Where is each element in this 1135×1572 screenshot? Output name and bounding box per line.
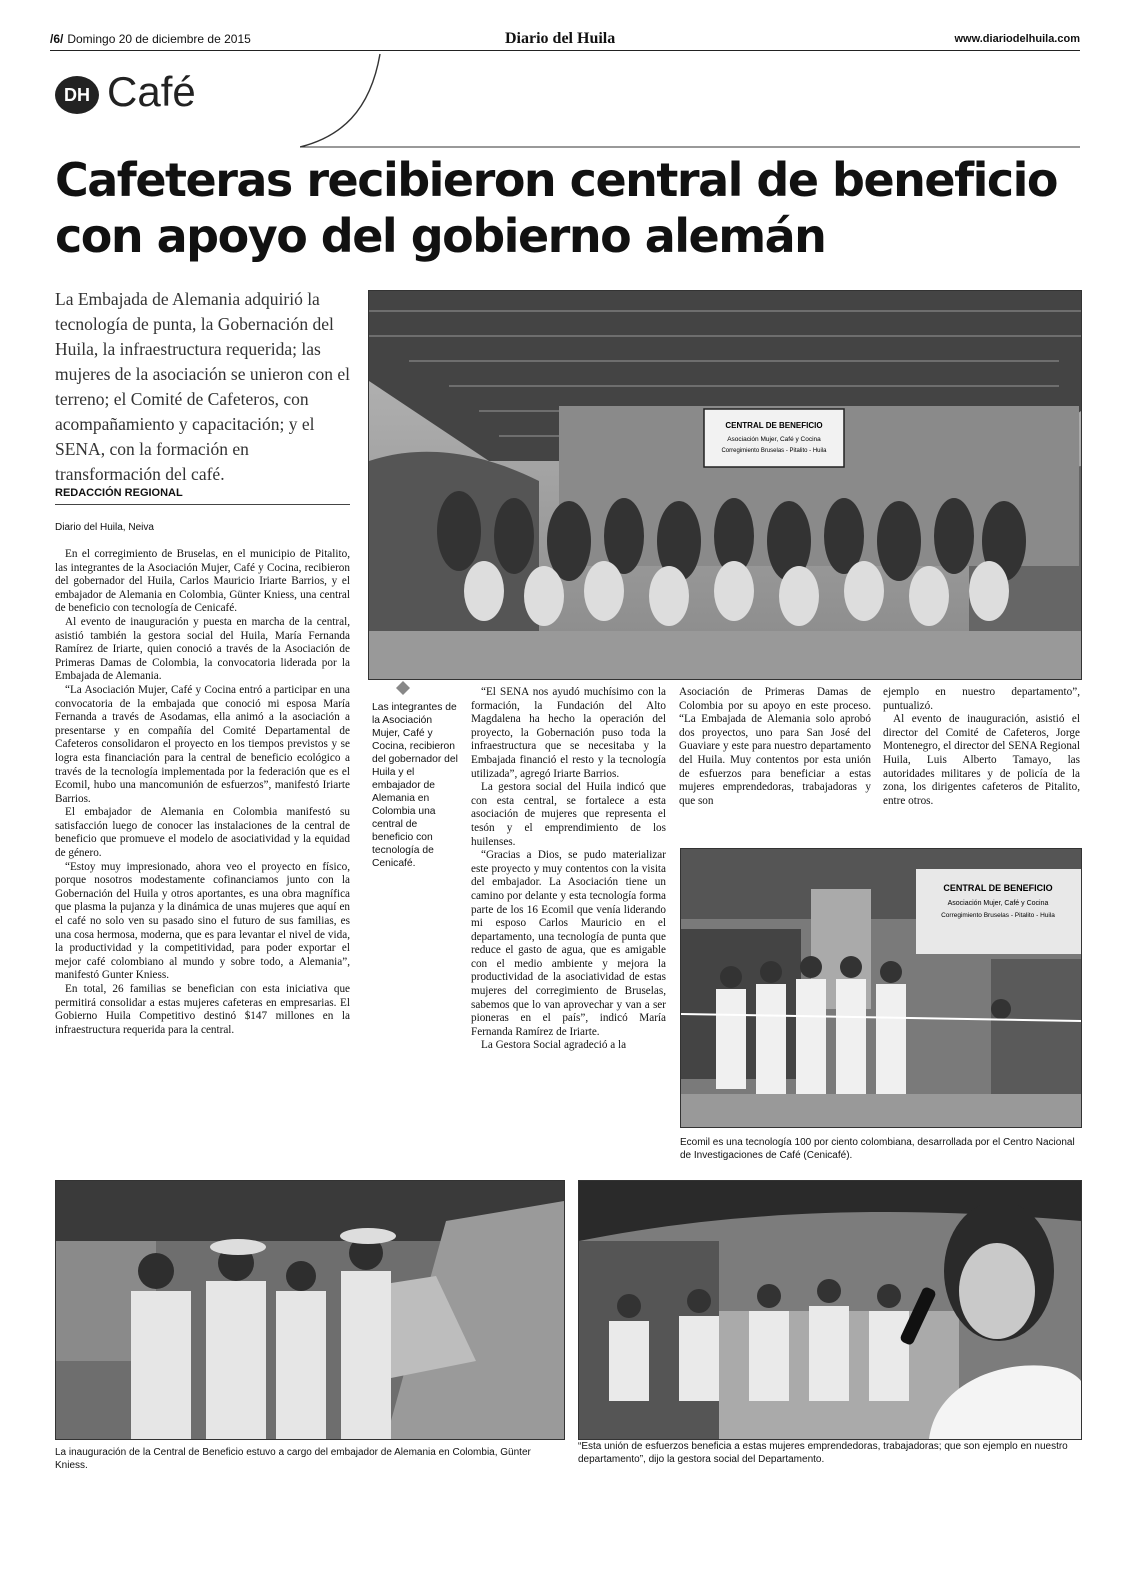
sign-title: CENTRAL DE BENEFICIO <box>725 421 823 430</box>
ecomil-photo-caption: Ecomil es una tecnología 100 por ciento colombiana, desarrollada por el Centro Nacional de Investigaciones de Café (Cenicafé). <box>680 1137 1075 1161</box>
paragraph: “Gracias a Dios, se pudo materializar este proyecto y muy contentos con la visita del embajador. La Asociación tiene un camino por delante y esta tecnología forma parte de los 16 Ecomil que venía liderando mi esposo Carlos Mauricio en el departamento, una tecnología de punta que reduce el gasto de agua, que es amigable con el medio ambiente y mejora la productividad de la asociatividad de estas mujeres del corregimiento de Bruselas, sabemos que lo van aprovechar y van a ser pioneras en el país”, indicó María Fernanda Ramírez de Iriarte. <box>471 849 666 1038</box>
dh-logo: DH <box>55 76 99 114</box>
page-number: /6/ Domingo 20 de diciembre de 2015 <box>50 32 251 46</box>
paragraph: La Gestora Social agradeció a la <box>481 1039 627 1052</box>
headline: Cafeteras recibieron central de beneficio con apoyo del gobierno alemán <box>55 153 1058 263</box>
paragraph: Al evento de inauguración y puesta en marcha de la central, asistió también la gestora social del Huila, María Fernanda Ramírez de Iriarte, quien conoció a través de la Asociación de Primeras Damas de Colombia, la convocatoria liderada por la Embajada de Alemania. <box>55 615 350 683</box>
paragraph: En el corregimiento de Bruselas, en el municipio de Pitalito, las integrantes de la Asociación Mujer, Café y Cocina, recibieron del gobernador del Huila, Carlos Mauricio Iriarte Barrios, y el embajador de Alemania en Colombia, Günter Kniess, una central de beneficio con tecnología de Cenicafé. <box>55 548 350 615</box>
ecomil-photo <box>680 848 1082 1128</box>
sign-title: CENTRAL DE BENEFICIO <box>943 883 1053 893</box>
paragraph: ejemplo en nuestro departamento”, puntualizó. <box>883 686 1080 712</box>
byline: REDACCIÓN REGIONAL <box>55 487 183 499</box>
paragraph: En total, 26 familias se benefician con esta iniciativa que permitirá consolidar a estas mujeres cafeteras en empresarias. El Gobierno Huila Competitivo destinó $147 millones en la infraestructura requerida para la central. <box>55 983 350 1036</box>
bottom-left-photo <box>55 1180 565 1440</box>
ribbon-cutting-drawing <box>681 849 1081 1127</box>
section-swoosh <box>300 52 1080 150</box>
page-header <box>50 30 1080 52</box>
header-rule <box>50 50 1080 51</box>
sign-line1: Asociación Mujer, Café y Cocina <box>727 436 821 443</box>
paragraph: “El SENA nos ayudó muchísimo con la formación, la Fundación del Alto Magdalena ha hecho la operación del proyecto, la Gobernación puso toda la infraestructura que se necesitaba y la Embajada financió el resto y la tecnología utilizada”, agregó Iriarte Barrios. <box>471 686 666 780</box>
diamond-icon <box>396 681 410 695</box>
dateline: Diario del Huila, Neiva <box>55 522 154 533</box>
sign-line2: Corregimiento Bruselas - Pitalito - Huila <box>941 912 1055 919</box>
gestora-speech-drawing <box>579 1181 1081 1439</box>
ambassador-inauguration-drawing <box>56 1181 564 1439</box>
section-name: Café <box>107 68 196 115</box>
main-photo-group <box>368 290 1082 680</box>
issue-date: Domingo 20 de diciembre de 2015 <box>67 32 251 46</box>
bottom-right-caption: “Esta unión de esfuerzos beneficia a estas mujeres emprendedoras, trabajadoras; que son ejemplo en nuestro departamento”, dijo la gestora social del Departamento. <box>578 1441 1068 1465</box>
byline-rule <box>55 504 350 505</box>
lead-paragraph: La Embajada de Alemania adquirió la tecnología de punta, la Gobernación del Huila, la infraestructura requerida; las mujeres de la asociación se unieron con el terreno; el Comité de Cafeteros, con acompañamiento y capacitación; y el SENA, con la formación en transformación del café. <box>55 289 350 484</box>
website-link[interactable]: www.diariodelhuila.com <box>954 33 1080 45</box>
bottom-right-photo <box>578 1180 1082 1440</box>
group-photo-drawing <box>369 291 1081 679</box>
newspaper-name: Diario del Huila <box>505 30 616 47</box>
sign-line2: Corregimiento Bruselas - Pitalito - Huila <box>721 448 827 454</box>
side-photo-caption: Las integrantes de la Asociación Mujer, Café y Cocina, recibieron del gobernador del Huila y el embajador de Alemania en Colombia una central de beneficio con tecnología de Cenicafé. <box>372 702 458 869</box>
sign-line1: Asociación Mujer, Café y Cocina <box>947 900 1049 907</box>
paragraph: Asociación de Primeras Damas de Colombia por su apoyo en este proceso. “La Embajada de Alemania solo aprobó dos proyectos, uno para San José del Guaviare y este para nuestro departamento del Huila. Muy contentos por esta unión de esfuerzos para beneficiar a estas mujeres emprendedoras, trabajadoras y que son <box>679 686 871 807</box>
paragraph: “La Asociación Mujer, Café y Cocina entró a participar en una convocatoria de la embajada que conoció mi esposa María Fernanda a través de Asodamas, ella animó a la asociación a presentarse y en compañía del Comité Departamental de Cafeteros consolidaron el proyecto en los tiempos previstos y se logra esta financiación para la central de beneficio ecológico a través de la tecnología implementada por la federación que es el Ecomil, hubo una mancomunión de esfuerzos”, manifestó Iriarte Barrios. <box>55 683 350 805</box>
paragraph: Al evento de inauguración, asistió el director del Comité de Cafeteros, Jorge Montenegro, el director del SENA Regional Huila, Luis Alberto Tamayo, las autoridades militares y de policía de la zona, los dirigentes cafeteros de Pitalito, entre otros. <box>883 713 1080 807</box>
article-column-4 <box>883 686 1080 808</box>
paragraph: La gestora social del Huila indicó que con esta central, se fortalece a esta asociación de mujeres que representa el tesón y el emprendimiento de los huilenses. <box>471 781 666 848</box>
article-column-3 <box>679 686 871 808</box>
article-column-2 <box>471 686 666 1053</box>
article-column-1 <box>55 548 350 1037</box>
paragraph: El embajador de Alemania en Colombia manifestó su satisfacción luego de conocer las instalaciones de la central de beneficio que promueve el modelo de asociatividad y la equidad de género. <box>55 806 350 860</box>
bottom-left-caption: La inauguración de la Central de Beneficio estuvo a cargo del embajador de Alemania en Colombia, Günter Kniess. <box>55 1447 531 1471</box>
paragraph: “Estoy muy impresionado, ahora veo el proyecto en físico, porque nosotros modestamente cofinanciamos junto con la Gobernación del Huila y otros aportantes, es una obra magnífica que plasma la pujanza y la dinámica de unas mujeres que aquí en el café no solo ven su pasado sino el futuro de sus familias, es una cosa hermosa, moderna, que es para levantar el nivel de vida, la productividad y la competitividad, para poder exportar el mejor café colombiano al mundo y sobre todo, a Alemania”, manifestó Gunter Kniess. <box>55 860 350 982</box>
